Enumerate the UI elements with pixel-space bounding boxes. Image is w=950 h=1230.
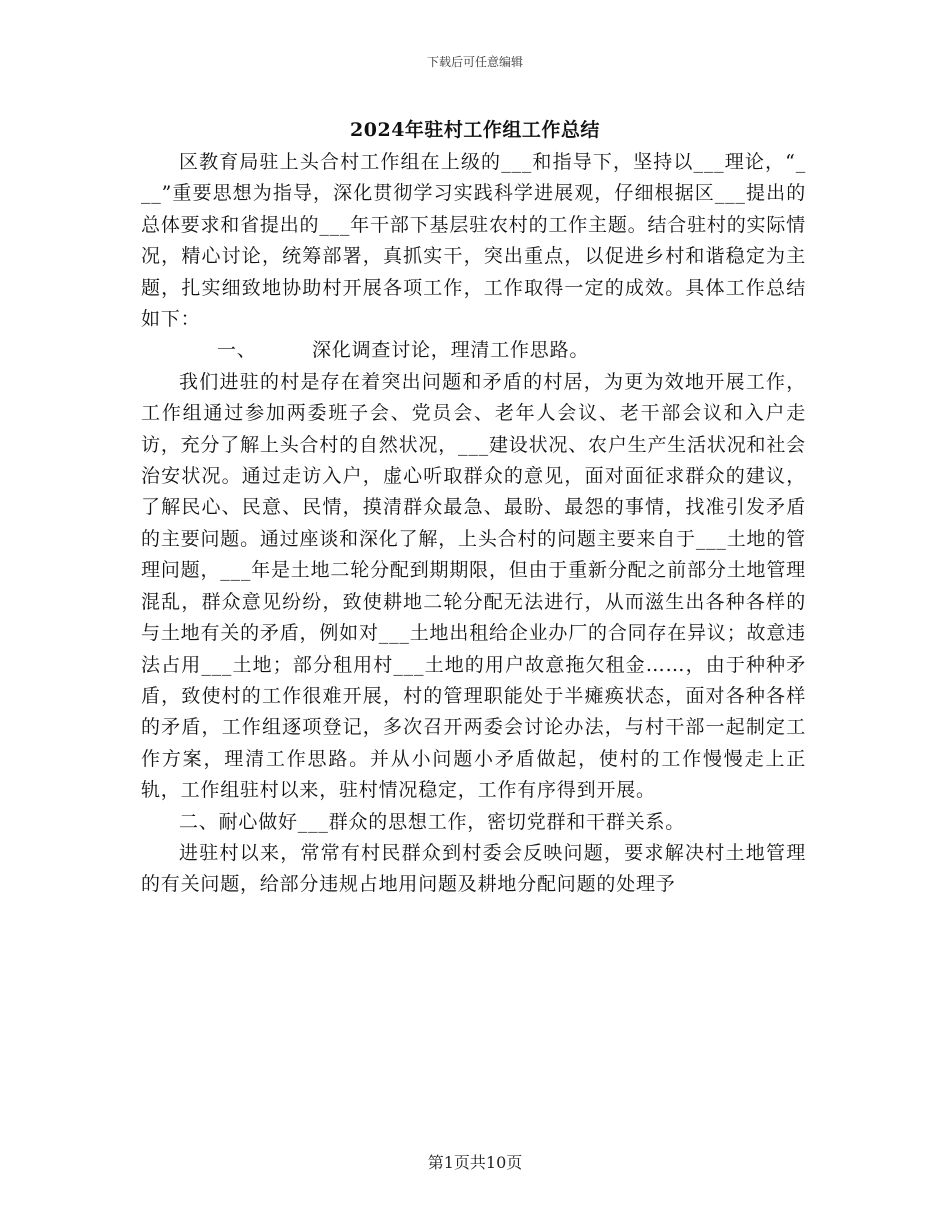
section-1-heading bbox=[141, 335, 806, 366]
document-title: 2024年驻村工作组工作总结 bbox=[350, 119, 600, 141]
page-number: 第1页共10页 bbox=[427, 1153, 523, 1172]
header-note: 下载后可任意编辑 bbox=[426, 55, 523, 69]
section-1-number: 一、 bbox=[217, 339, 257, 362]
section-2-heading: 二、耐心做好___群众的思想工作，密切党群和干群关系。 bbox=[179, 810, 686, 833]
section-1-title: 深化调查讨论，理清工作思路。 bbox=[312, 339, 590, 362]
intro-paragraph: 区教育局驻上头合村工作组在上级的___和指导下，坚持以___理论，“___”重要思想为指导，深化贯彻学习实践科学进展观，仔细根据区___提出的总体要求和省提出的___年干部下基层驻农村的工作主题。结合驻村的实际情况，精心讨论，统筹部署，真抓实干，突出重点，以促进乡村和谐稳定为主题，扎实细致地协助村开展各项工作，工作取得一定的成效。具体工作总结如下： bbox=[141, 151, 806, 331]
section-1-paragraph: 我们进驻的村是存在着突出问题和矛盾的村居，为更为效地开展工作，工作组通过参加两委班子会、党员会、老年人会议、老干部会议和入户走访，充分了解上头合村的自然状况，___建设状况、农户生产生活状况和社会治安状况。通过走访入户，虚心听取群众的意见，面对面征求群众的建议，了解民心、民意、民情，摸清群众最急、最盼、最怨的事情，找准引发矛盾的主要问题。通过座谈和深化了解，上头合村的问题主要来自于___土地的管理问题，___年是土地二轮分配到期期限，但由于重新分配之前部分土地管理混乱，群众意见纷纷，致使耕地二轮分配无法进行，从而滋生出各种各样的与土地有关的矛盾，例如对___土地出租给企业办厂的合同存在异议；故意违法占用___土地；部分租用村___土地的用户故意拖欠租金……，由于种种矛盾，致使村的工作很难开展，村的管理职能处于半瘫痪状态，面对各种各样的矛盾，工作组逐项登记，多次召开两委会讨论办法，与村干部一起制定工作方案，理清工作思路。并从小问题小矛盾做起，使村的工作慢慢走上正轨，工作组驻村以来，驻村情况稳定，工作有序得到开展。 bbox=[141, 370, 806, 802]
document-body bbox=[141, 147, 806, 901]
section-2-paragraph: 进驻村以来，常常有村民群众到村委会反映问题，要求解决村土地管理的有关问题，给部分违规占地用问题及耕地分配问题的处理予 bbox=[141, 841, 806, 896]
